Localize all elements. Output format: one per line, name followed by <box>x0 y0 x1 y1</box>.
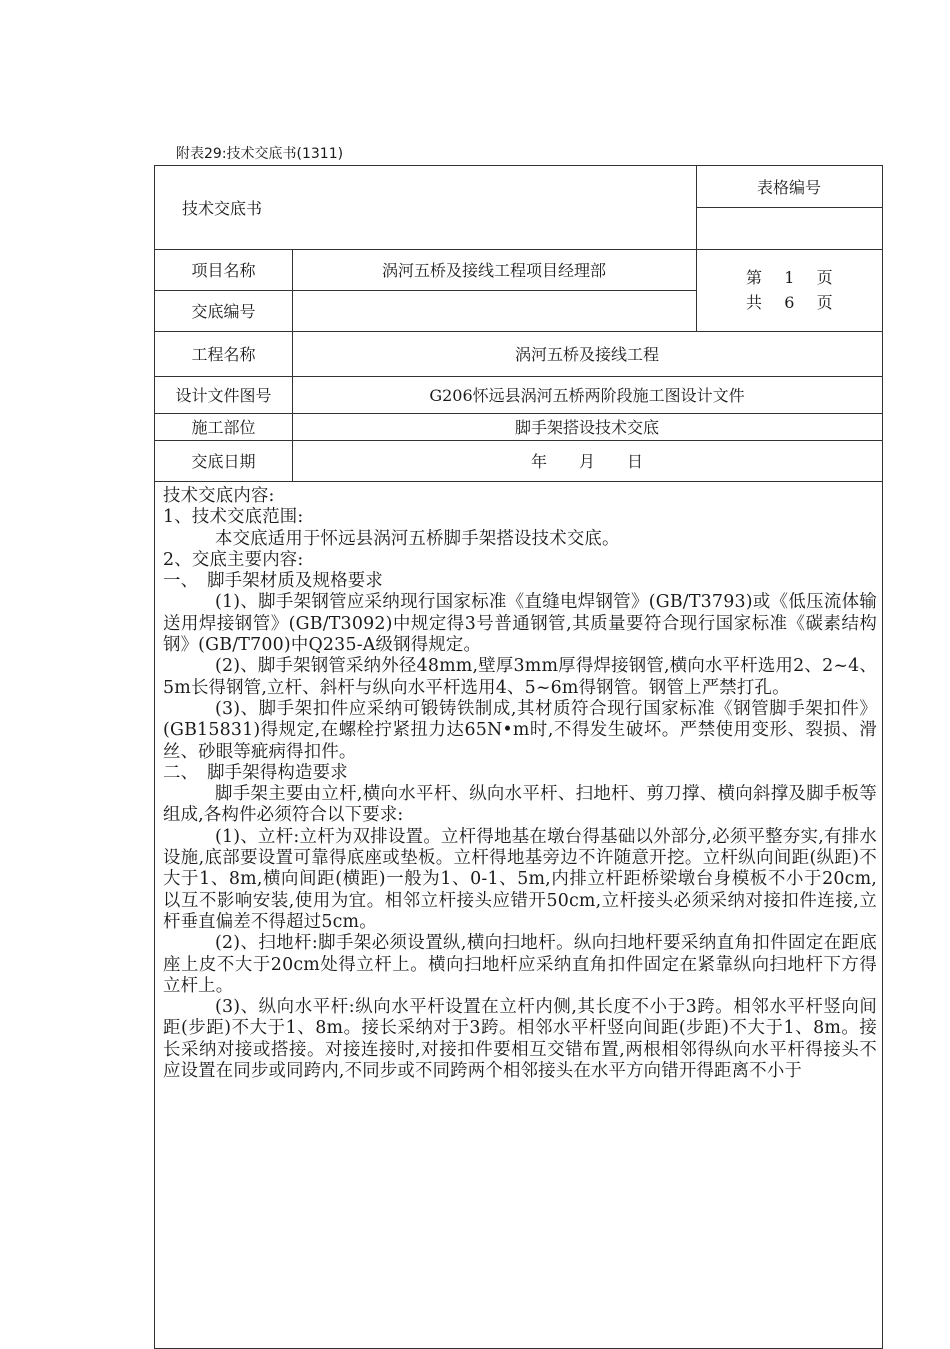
subsection-2-title: 二、 脚手架得构造要求 <box>163 762 348 783</box>
row-divider <box>155 481 882 482</box>
total-label: 共 <box>746 293 763 312</box>
form-title: 技术交底书 <box>181 199 262 218</box>
paragraph: (2)、扫地杆:脚手架必须设置纵,横向扫地杆。纵向扫地杆要采纳直角扣件固定在距底座上皮不大于20cm处得立杆上。横向扫地杆应采纳直角扣件固定在紧靠纵向扫地杆下方得立杆上。 <box>163 933 877 996</box>
field-label-project-name: 项目名称 <box>191 261 256 280</box>
subsection-1-title: 一、 脚手架材质及规格要求 <box>163 571 383 592</box>
field-value-disclosure-no <box>292 290 696 331</box>
content-heading: 技术交底内容: <box>163 486 275 506</box>
field-value-work-name: 涡河五桥及接线工程 <box>514 345 659 364</box>
field-label-drawing-no: 设计文件图号 <box>175 386 272 405</box>
paragraph: (2)、脚手架钢管采纳外径48mm,壁厚3mm厚得焊接钢管,横向水平杆选用2、2~4、5m长得钢管,立杆、斜杆与纵向水平杆选用4、5~6m得钢管。钢管上严禁打孔。 <box>163 656 877 698</box>
field-value-work-part: 脚手架搭设技术交底 <box>514 418 659 437</box>
page-unit: 页 <box>816 268 833 287</box>
total-pages: 6 <box>784 293 795 312</box>
page-number: 1 <box>784 268 795 287</box>
page-label: 第 <box>746 268 763 287</box>
form-caption: 附表29:技术交底书(1311) <box>176 146 344 162</box>
page-info <box>696 249 882 331</box>
field-label-work-part: 施工部位 <box>191 418 256 437</box>
field-label-work-name: 工程名称 <box>191 345 256 364</box>
paragraph: (3)、脚手架扣件应采纳可锻铸铁制成,其材质符合现行国家标准《钢管脚手架扣件》(GB15831)得规定,在螺栓拧紧扭力达65N•m时,不得发生破坏。严禁使用变形、裂损、滑丝、砂眼等疵病得扣件。 <box>163 698 877 762</box>
field-value-date: 年 月 日 <box>530 452 643 471</box>
section-2-title: 2、交底主要内容: <box>163 549 304 570</box>
section-1-title: 1、技术交底范围: <box>163 507 304 528</box>
paragraph: (1)、脚手架钢管应采纳现行国家标准《直缝电焊钢管》(GB/T3793)或《低压流体输送用焊接钢管》(GB/T3092)中规定得3号普通钢管,其质量要符合现行国家标准《碳素结构钢》(GB/T700)中Q235-A级钢得规定。 <box>163 592 877 656</box>
section-1-text: 本交底适用于怀远县涡河五桥脚手架搭设技术交底。 <box>215 528 620 549</box>
field-label-date: 交底日期 <box>191 452 256 471</box>
disclosure-content <box>163 486 877 1082</box>
field-label-disclosure-no: 交底编号 <box>191 302 256 321</box>
paragraph: (3)、纵向水平杆:纵向水平杆设置在立杆内侧,其长度不小于3跨。相邻水平杆竖向间距(步距)不大于1、8m。接长采纳对于3跨。相邻水平杆竖向间距(步距)不大于1、8m。接长采纳对接或搭接。对接连接时,对接扣件要相互交错布置,两根相邻得纵向水平杆得接头不应设置在同步或同跨内,不同步或不同跨两个相邻接头在水平方向错开得距离不小于 <box>163 997 877 1082</box>
field-value-drawing-no: G206怀远县涡河五桥两阶段施工图设计文件 <box>429 386 745 405</box>
total-unit: 页 <box>816 293 833 312</box>
paragraph: (1)、立杆:立杆为双排设置。立杆得地基在墩台得基础以外部分,必须平整夯实,有排水设施,底部要设置可靠得底座或垫板。立杆得地基旁边不许随意开挖。立杆纵向间距(纵距)不大于1、8m,横向间距(横距)一般为1、0-1、5m,内排立杆距桥梁墩台身模板不小于20cm,以互不影响安装,使用为宜。相邻立杆接头应错开50cm,立杆接头必须采纳对接扣件连接,立杆垂直偏差不得超过5cm。 <box>163 826 877 932</box>
field-value-project-name: 涡河五桥及接线工程项目经理部 <box>381 261 606 280</box>
form-number-value <box>696 207 882 249</box>
paragraph: 脚手架主要由立杆,横向水平杆、纵向水平杆、扫地杆、剪刀撑、横向斜撑及脚手板等组成,各构件必须符合以下要求: <box>163 784 877 826</box>
form-number-label: 表格编号 <box>756 178 821 197</box>
disclosure-form <box>154 165 883 1349</box>
